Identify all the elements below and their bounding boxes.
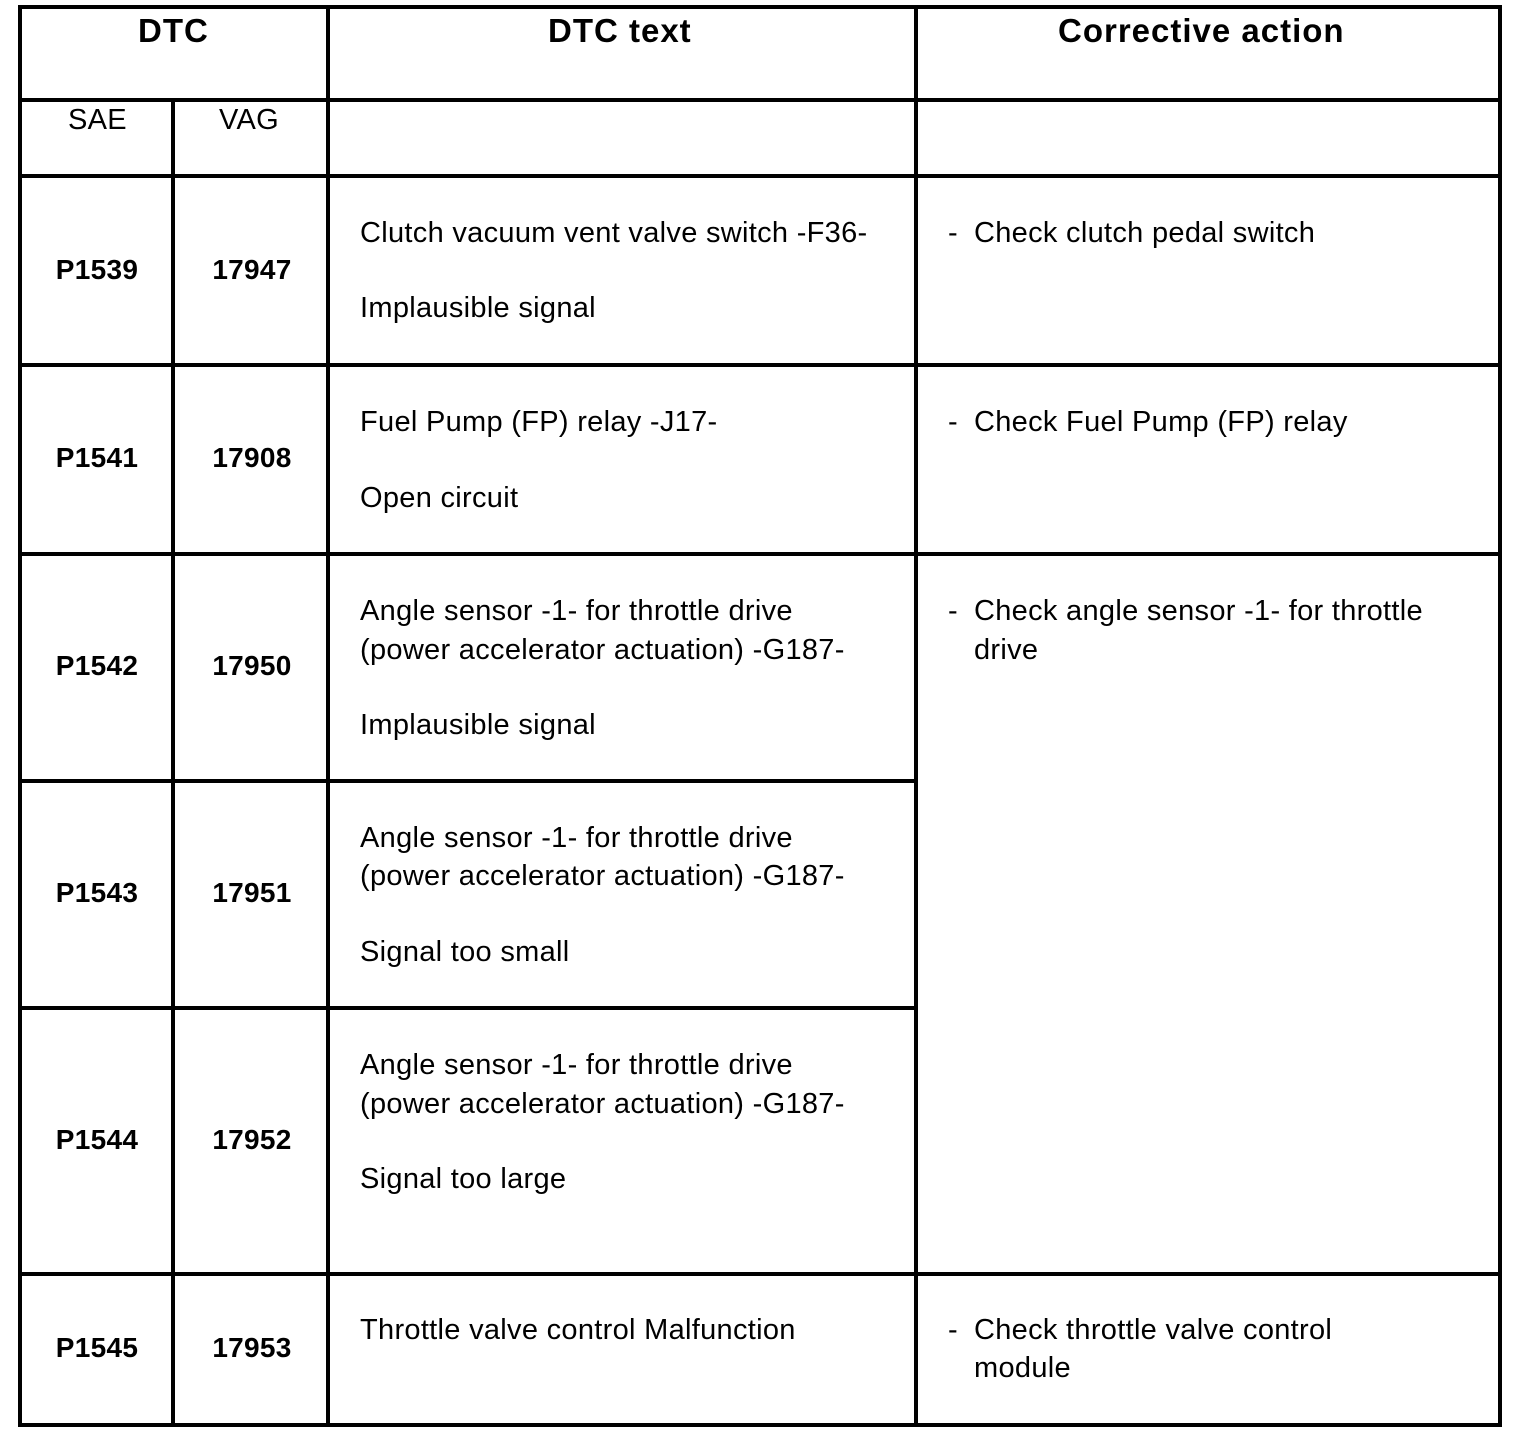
dtc-description: (power accelerator actuation) -G187- <box>360 1088 845 1120</box>
table-border-bottom <box>18 1423 1502 1427</box>
vag-code: 17950 <box>212 650 292 681</box>
dtc-condition: Implausible signal <box>360 292 596 324</box>
sae-code: P1541 <box>55 442 139 473</box>
divider-subheader <box>18 174 1502 178</box>
dtc-description: (power accelerator actuation) -G187- <box>360 634 845 666</box>
action-dash: - <box>948 1314 958 1346</box>
dtc-condition: Implausible signal <box>360 709 596 741</box>
subheader-vag: VAG <box>219 104 279 136</box>
header-dtc: DTC <box>138 12 209 49</box>
dtc-description: Clutch vacuum vent valve switch -F36- <box>360 217 868 249</box>
action-dash: - <box>948 595 958 627</box>
header-dtc-text: DTC text <box>548 12 692 49</box>
header-corrective-action: Corrective action <box>1058 12 1345 49</box>
dtc-description: Angle sensor -1- for throttle drive <box>360 822 793 854</box>
divider-row-4 <box>18 1006 916 1010</box>
divider-dtc-text <box>326 5 330 1427</box>
action-text: Check Fuel Pump (FP) relay <box>974 406 1348 438</box>
divider-sae-vag <box>171 98 175 1427</box>
action-dash: - <box>948 217 958 249</box>
table-border-top <box>18 5 1502 9</box>
subheader-sae: SAE <box>68 104 127 136</box>
sae-code: P1545 <box>55 1332 139 1363</box>
dtc-description: Angle sensor -1- for throttle drive <box>360 595 793 627</box>
vag-code: 17951 <box>212 877 292 908</box>
action-dash: - <box>948 406 958 438</box>
dtc-condition: Open circuit <box>360 482 519 514</box>
action-text: Check throttle valve control <box>974 1314 1333 1346</box>
dtc-description: Throttle valve control Malfunction <box>360 1314 796 1346</box>
sae-code: P1539 <box>55 254 139 285</box>
dtc-description: Fuel Pump (FP) relay -J17- <box>360 406 718 438</box>
action-text: drive <box>974 634 1039 666</box>
dtc-description: (power accelerator actuation) -G187- <box>360 860 845 892</box>
action-text: module <box>974 1352 1071 1384</box>
sae-code: P1543 <box>55 877 139 908</box>
dtc-condition: Signal too large <box>360 1163 567 1195</box>
dtc-description: Angle sensor -1- for throttle drive <box>360 1049 793 1081</box>
action-text: Check clutch pedal switch <box>974 217 1316 249</box>
divider-row-3 <box>18 779 916 783</box>
divider-row-5 <box>18 1272 1502 1276</box>
vag-code: 17953 <box>212 1332 292 1363</box>
divider-row-2 <box>18 552 1502 556</box>
vag-code: 17952 <box>212 1124 292 1155</box>
sae-code: P1544 <box>55 1124 139 1155</box>
vag-code: 17947 <box>212 254 292 285</box>
dtc-condition: Signal too small <box>360 936 570 968</box>
action-text: Check angle sensor -1- for throttle <box>974 595 1423 627</box>
divider-action <box>914 5 918 1427</box>
sae-code: P1542 <box>55 650 139 681</box>
vag-code: 17908 <box>212 442 292 473</box>
table-border-right <box>1498 5 1502 1427</box>
table-border-left <box>18 5 22 1427</box>
divider-row-1 <box>18 363 1502 367</box>
